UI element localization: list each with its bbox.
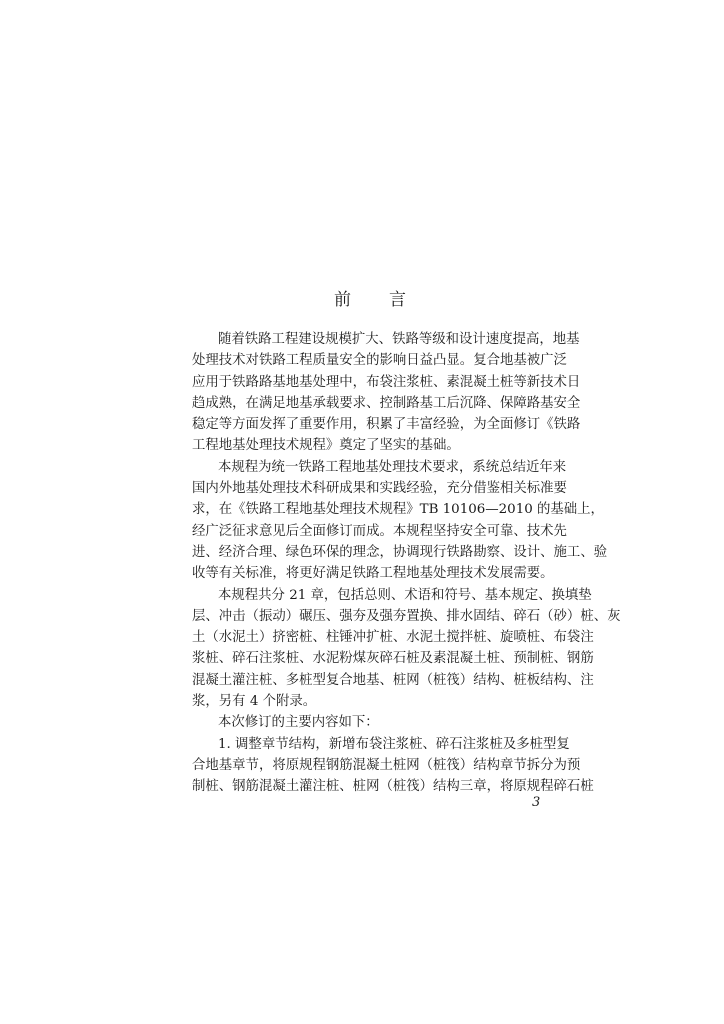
text-line: 1. 调整章节结构，新增布袋注浆桩、碎石注浆桩及多桩型复: [218, 736, 570, 752]
title-char-2: 言: [389, 290, 406, 310]
text-line: 制桩、钢筋混凝土灌注桩、桩网（桩筏）结构三章，将原规程碎石桩: [192, 779, 594, 795]
text-line: 稳定等方面发挥了重要作用，积累了丰富经验，为全面修订《铁路: [192, 417, 581, 433]
text-line: 层、冲击（振动）碾压、强夯及强夯置换、排水固结、碎石（砂）桩、灰: [192, 608, 621, 624]
text-line: 应用于铁路路基地基处理中，布袋注浆桩、素混凝土桩等新技术日: [192, 374, 581, 390]
preface-body: [192, 329, 621, 798]
text-line: 收等有关标准，将更好满足铁路工程地基处理技术发展需要。: [192, 566, 554, 582]
text-line: 本次修订的主要内容如下：: [218, 715, 379, 731]
text-line: 随着铁路工程建设规模扩大、铁路等级和设计速度提高，地基: [218, 332, 580, 347]
text-line: 本规程为统一铁路工程地基处理技术要求，系统总结近年来: [218, 459, 567, 475]
text-line: 求，在《铁路工程地基处理技术规程》TB 10106—2010 的基础上，: [192, 502, 604, 518]
text-line: 处理技术对铁路工程质量安全的影响日益凸显。复合地基被广泛: [192, 353, 567, 369]
text-line: 混凝土灌注桩、多桩型复合地基、桩网（桩筏）结构、桩板结构、注: [192, 672, 594, 688]
text-line: 浆，另有 4 个附录。: [192, 694, 317, 710]
text-line: 浆桩、碎石注浆桩、水泥粉煤灰碎石桩及素混凝土桩、预制桩、钢筋: [192, 651, 594, 667]
text-line: 合地基章节，将原规程钢筋混凝土桩网（桩筏）结构章节拆分为预: [192, 757, 581, 773]
text-line: 进、经济合理、绿色环保的理念，协调现行铁路勘察、设计、施工、验: [192, 544, 608, 560]
text-line: 经广泛征求意见后全面修订而成。本规程坚持安全可靠、技术先: [192, 523, 567, 539]
page-title: [192, 288, 548, 312]
text-line: 国内外地基处理技术科研成果和实践经验，充分借鉴相关标准要: [192, 481, 567, 497]
text-line: 趋成熟，在满足地基承载要求、控制路基工后沉降、保障路基安全: [192, 395, 581, 411]
title-char-1: 前: [334, 290, 351, 310]
page-number: 3: [532, 795, 541, 810]
text-line: 土（水泥土）挤密桩、柱锤冲扩桩、水泥土搅拌桩、旋喷桩、布袋注: [192, 630, 594, 646]
text-line: 本规程共分 21 章，包括总则、术语和符号、基本规定、换填垫: [218, 587, 592, 603]
text-line: 工程地基处理技术规程》奠定了坚实的基础。: [192, 438, 460, 454]
